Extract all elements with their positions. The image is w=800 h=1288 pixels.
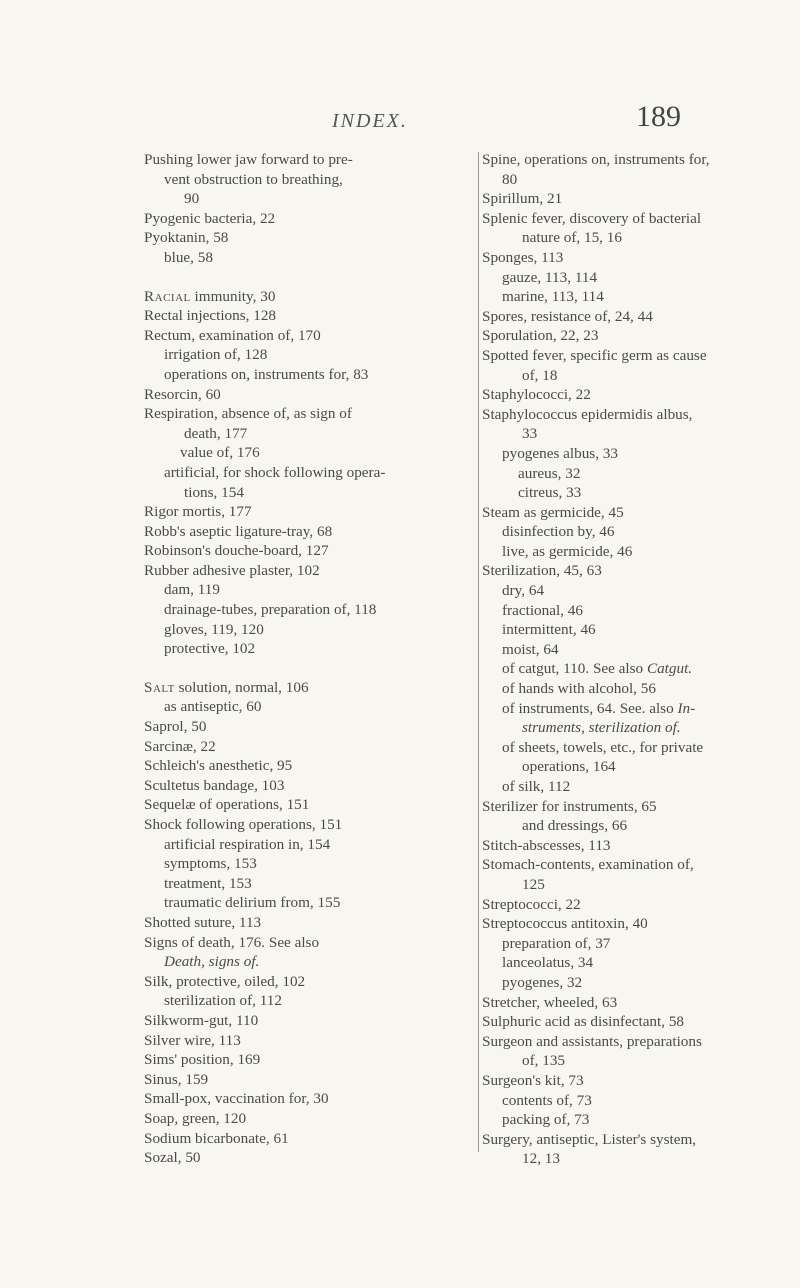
entry-text: Spores, resistance of, 24, 44 (482, 307, 653, 325)
entry-text: Sims' position, 169 (144, 1051, 261, 1069)
index-entry (482, 209, 800, 229)
index-entry (482, 385, 800, 405)
entry-text: Streptococcus antitoxin, 40 (482, 915, 648, 933)
entry-text: citreus, 33 (518, 484, 582, 502)
entry-text: Sinus, 159 (144, 1070, 209, 1088)
entry-text: artificial respiration in, 154 (164, 835, 331, 853)
entry-text: lanceolatus, 34 (502, 954, 594, 972)
entry-text: drainage-tubes, preparation of, 118 (164, 601, 377, 619)
entry-text: Pushing lower jaw forward to pre- (144, 151, 353, 168)
index-entry (144, 972, 472, 992)
index-entry (482, 718, 800, 738)
entry-lead-smallcaps: Racial (144, 287, 191, 305)
index-entry (482, 326, 800, 346)
entry-text: Streptococci, 22 (482, 895, 581, 913)
entry-text: of instruments, 64. See. also (502, 699, 678, 717)
entry-text: Sarcinæ, 22 (144, 737, 216, 755)
index-entry (144, 150, 472, 170)
entry-text: contents of, 73 (502, 1091, 592, 1109)
cross-reference: In- (677, 699, 696, 717)
entry-lead-smallcaps: Salt (144, 678, 175, 696)
entry-text: 33 (522, 425, 538, 443)
page-header (0, 100, 800, 144)
entry-text: Resorcin, 60 (144, 385, 221, 403)
index-entry (482, 1071, 800, 1091)
index-entry (144, 639, 472, 659)
index-entry (144, 835, 472, 855)
index-entry (482, 444, 800, 464)
index-entry (482, 620, 800, 640)
index-column-left (144, 150, 472, 1168)
index-entry (482, 405, 800, 425)
index-entry (482, 738, 800, 758)
index-entry (482, 1130, 800, 1150)
entry-text: artificial, for shock following opera- (164, 463, 386, 481)
entry-text: Sozal, 50 (144, 1149, 201, 1167)
entry-text: Surgeon's kit, 73 (482, 1071, 584, 1089)
index-entry (482, 797, 800, 817)
index-entry (482, 1149, 800, 1169)
index-entry (482, 483, 800, 503)
index-entry (482, 934, 800, 954)
entry-text: Surgeon and assistants, preparations (482, 1032, 702, 1050)
entry-text: operations, 164 (522, 758, 616, 776)
entry-text: irrigation of, 128 (164, 346, 268, 364)
index-entry (482, 150, 800, 170)
entry-text: Sporulation, 22, 23 (482, 327, 599, 345)
entry-text: Staphylococci, 22 (482, 386, 591, 404)
index-entry (144, 1148, 472, 1168)
entry-text: gauze, 113, 114 (502, 268, 598, 286)
index-entry (482, 581, 800, 601)
entry-text: immunity, 30 (190, 287, 276, 305)
entry-text: of hands with alcohol, 56 (502, 680, 656, 698)
index-entry (482, 522, 800, 542)
entry-text: Shock following operations, 151 (144, 816, 343, 833)
entry-text: disinfection by, 46 (502, 523, 615, 541)
entry-text: aureus, 32 (518, 464, 581, 482)
entry-text: value of, 176 (180, 444, 260, 462)
column-divider (478, 152, 479, 1152)
index-entry (144, 1070, 472, 1090)
index-entry (482, 228, 800, 248)
entry-text: Scultetus bandage, 103 (144, 776, 285, 794)
entry-text: death, 177 (184, 424, 248, 442)
index-entry (482, 836, 800, 856)
entry-text: sterilization of, 112 (164, 992, 282, 1010)
entry-text: Sponges, 113 (482, 248, 564, 266)
entry-text: intermittent, 46 (502, 621, 596, 639)
entry-text: moist, 64 (502, 640, 559, 658)
index-entry (482, 1012, 800, 1032)
index-entry (144, 756, 472, 776)
index-entry (144, 854, 472, 874)
index-entry (482, 346, 800, 366)
index-entry (144, 209, 472, 229)
index-entry (482, 601, 800, 621)
index-entry (482, 268, 800, 288)
entry-text: Small-pox, vaccination for, 30 (144, 1090, 329, 1108)
entry-text: Stitch-abscesses, 113 (482, 836, 611, 854)
index-entry (144, 600, 472, 620)
entry-text: Steam as germicide, 45 (482, 503, 624, 521)
cross-reference: Catgut. (646, 660, 693, 678)
entry-text: Stretcher, wheeled, 63 (482, 993, 618, 1011)
index-entry (482, 189, 800, 209)
entry-text: treatment, 153 (164, 874, 252, 892)
cross-reference: Death, signs of. (164, 953, 260, 971)
entry-text: pyogenes albus, 33 (502, 444, 618, 462)
entry-text: Spotted fever, specific germ as cause (482, 346, 707, 364)
index-entry (144, 795, 472, 815)
index-entry (482, 1110, 800, 1130)
index-entry (144, 874, 472, 894)
entry-text: Staphylococcus epidermidis albus, (482, 405, 693, 423)
index-entry (144, 893, 472, 913)
index-entry (482, 561, 800, 581)
index-entry (482, 699, 800, 719)
index-entry (144, 287, 472, 307)
entry-text: Rectum, examination of, 170 (144, 326, 321, 344)
entry-text: preparation of, 37 (502, 934, 611, 952)
index-entry (144, 776, 472, 796)
index-entry (482, 816, 800, 836)
index-entry (482, 855, 800, 875)
index-entry (144, 991, 472, 1011)
running-head: INDEX. (332, 110, 408, 132)
index-entry (144, 1129, 472, 1149)
entry-text: Sterilizer for instruments, 65 (482, 797, 657, 815)
index-entry (482, 1032, 800, 1052)
index-entry (482, 875, 800, 895)
index-entry (144, 306, 472, 326)
index-entry (482, 895, 800, 915)
entry-text: of, 18 (522, 366, 558, 384)
index-entry (144, 522, 472, 542)
entry-text: marine, 113, 114 (502, 288, 604, 306)
entry-text: Spirillum, 21 (482, 190, 563, 208)
entry-text: protective, 102 (164, 640, 256, 658)
index-entry (144, 326, 472, 346)
entry-text: Rectal injections, 128 (144, 307, 277, 325)
entry-text: Rubber adhesive plaster, 102 (144, 561, 320, 579)
index-entry (482, 424, 800, 444)
index-entry (144, 365, 472, 385)
entry-text: dam, 119 (164, 581, 220, 599)
index-entry (482, 307, 800, 327)
index-entry (144, 483, 472, 503)
entry-text: operations on, instruments for, 83 (164, 365, 369, 383)
entry-text: gloves, 119, 120 (164, 620, 264, 638)
entry-text: of catgut, 110. See also (502, 660, 647, 678)
index-entry (144, 1109, 472, 1129)
index-entry (144, 815, 472, 835)
entry-text: Sodium bicarbonate, 61 (144, 1129, 289, 1147)
index-entry (144, 463, 472, 483)
entry-text: Sequelæ of operations, 151 (144, 796, 310, 814)
entry-text: Stomach-contents, examination of, (482, 856, 694, 874)
entry-text: Silkworm-gut, 110 (144, 1011, 259, 1029)
entry-text: 12, 13 (522, 1150, 560, 1168)
entry-text: Silk, protective, oiled, 102 (144, 972, 306, 990)
index-entry (144, 1089, 472, 1109)
index-entry (144, 561, 472, 581)
index-entry (144, 1011, 472, 1031)
index-entry (144, 404, 472, 424)
index-entry (144, 443, 472, 463)
index-entry (482, 503, 800, 523)
entry-text: nature of, 15, 16 (522, 229, 622, 247)
index-entry (482, 1091, 800, 1111)
entry-text: and dressings, 66 (522, 817, 628, 835)
index-entry (482, 973, 800, 993)
entry-text: solution, normal, 106 (174, 678, 309, 696)
index-entry (482, 464, 800, 484)
entry-text: Signs of death, 176. See also (144, 933, 320, 951)
entry-text: as antiseptic, 60 (164, 698, 262, 716)
index-entry (144, 502, 472, 522)
index-entry (144, 228, 472, 248)
entry-text: Shotted suture, 113 (144, 913, 262, 931)
index-entry (482, 953, 800, 973)
index-entry (144, 620, 472, 640)
index-entry (144, 697, 472, 717)
index-entry (482, 640, 800, 660)
index-entry (144, 345, 472, 365)
index-entry (144, 424, 472, 444)
entry-text: Saprol, 50 (144, 718, 207, 736)
entry-text: Respiration, absence of, as sign of (144, 405, 352, 423)
entry-text: vent obstruction to breathing, (164, 170, 343, 188)
entry-text: Rigor mortis, 177 (144, 503, 252, 521)
entry-text: of, 135 (522, 1052, 566, 1070)
cross-reference: struments, sterilization of. (522, 719, 681, 737)
index-entry (144, 913, 472, 933)
index-entry (144, 580, 472, 600)
index-entry (144, 933, 472, 953)
index-entry (144, 541, 472, 561)
page-number: 189 (636, 100, 681, 133)
entry-text: fractional, 46 (502, 601, 583, 619)
entry-text: of silk, 112 (502, 778, 571, 795)
entry-text: 90 (184, 190, 200, 208)
entry-text: of sheets, towels, etc., for private (502, 738, 704, 756)
index-entry (482, 757, 800, 777)
entry-text: Soap, green, 120 (144, 1109, 247, 1127)
index-entry (144, 385, 472, 405)
entry-text: pyogenes, 32 (502, 973, 583, 991)
entry-text: Pyogenic bacteria, 22 (144, 209, 276, 227)
index-entry (144, 952, 472, 972)
index-column-right (482, 150, 800, 1169)
entry-text: dry, 64 (502, 582, 545, 600)
index-entry (482, 366, 800, 386)
entry-text: Silver wire, 113 (144, 1031, 241, 1049)
index-entry (144, 717, 472, 737)
index-entry (482, 542, 800, 562)
entry-text: Robb's aseptic ligature-tray, 68 (144, 522, 333, 540)
index-entry (482, 287, 800, 307)
entry-text: 80 (502, 170, 518, 188)
entry-text: Robinson's douche-board, 127 (144, 542, 329, 560)
index-entry (482, 993, 800, 1013)
entry-text: Surgery, antiseptic, Lister's system, (482, 1130, 697, 1148)
entry-text: blue, 58 (164, 248, 213, 266)
index-entry (144, 248, 472, 268)
index-entry (144, 170, 472, 190)
index-entry (482, 679, 800, 699)
index-entry (482, 777, 800, 797)
entry-text: traumatic delirium from, 155 (164, 894, 341, 912)
entry-text: live, as germicide, 46 (502, 542, 633, 560)
index-entry (144, 678, 472, 698)
entry-text: symptoms, 153 (164, 855, 257, 873)
entry-text: packing of, 73 (502, 1111, 590, 1129)
index-entry (144, 189, 472, 209)
entry-text: Splenic fever, discovery of bacterial (482, 209, 702, 227)
index-entry (482, 914, 800, 934)
index-entry (482, 248, 800, 268)
index-entry (144, 1031, 472, 1051)
index-entry (482, 1051, 800, 1071)
entry-text: Pyoktanin, 58 (144, 229, 229, 247)
index-entry (144, 1050, 472, 1070)
entry-text: Sterilization, 45, 63 (482, 562, 602, 580)
entry-text: Sulphuric acid as disinfectant, 58 (482, 1013, 685, 1031)
index-entry (482, 659, 800, 679)
index-entry (482, 170, 800, 190)
entry-text: Schleich's anesthetic, 95 (144, 757, 293, 775)
index-entry (144, 737, 472, 757)
entry-text: 125 (522, 875, 545, 893)
entry-text: tions, 154 (184, 483, 244, 501)
entry-text: Spine, operations on, instruments for, (482, 151, 710, 168)
